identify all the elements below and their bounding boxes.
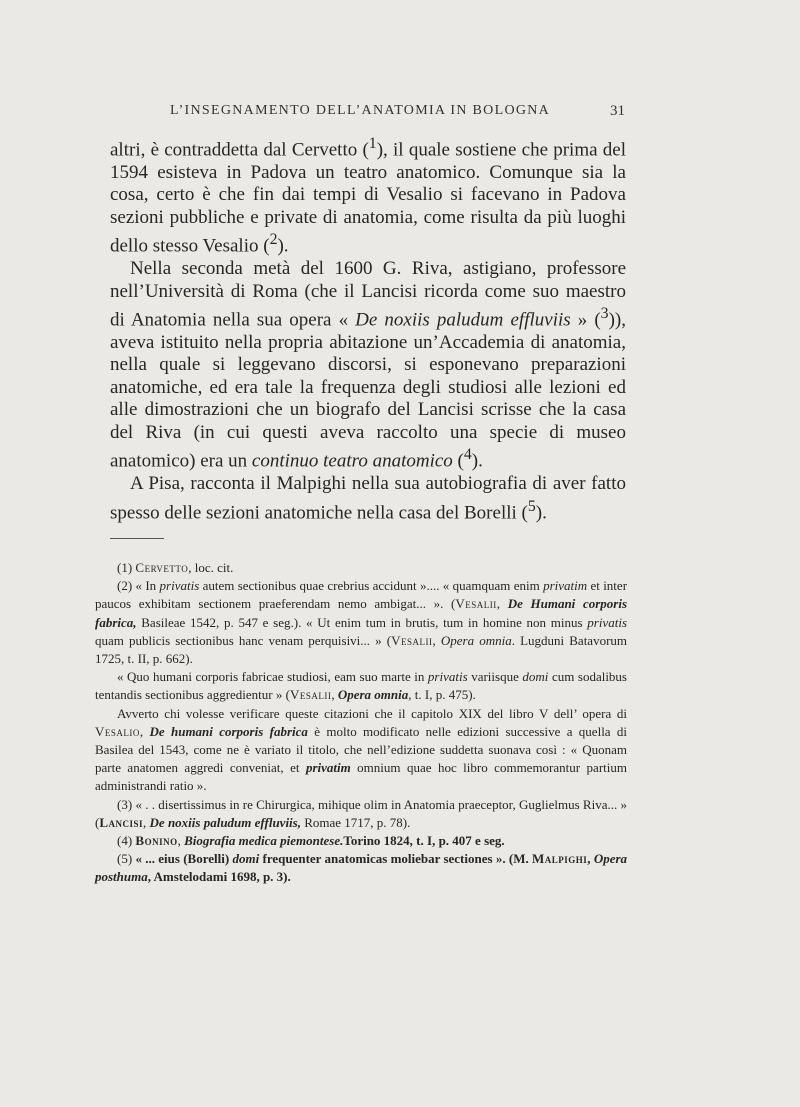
text-run: « . . disertissimus in re Chirurgica, mihique olim in Anatomia praeceptor, Guglielmus Riva... » ( [95,796,628,830]
book-title: De Humani corporis fabrica, [95,596,628,630]
footnote-2-remark [95,705,627,796]
text-run: , [143,814,147,830]
footnote-ref: 1 [368,135,377,152]
text-run: quam publicis sectionibus hanc venam perquisivi... » ( [95,632,392,648]
book-title: Biografia medica piemontese. [184,833,344,849]
text-run: ). [535,502,547,524]
italic-word: privatis [159,578,200,594]
book-title: De noxiis paludum effluviis [355,309,571,331]
text-run: » ( [577,309,601,331]
text-run: ( [457,450,464,472]
book-title: Opera omnia [337,687,409,703]
text-run: A Pisa, racconta il Malpighi nella sua autobiografia di aver fatto spesso delle sezioni anatomiche nella casa del Borelli ( [110,473,626,524]
paragraph-2 [110,258,626,473]
text-run: et inter paucos exhibitam sectionem praeferendam nemo ambigat... ». ( [95,578,628,612]
footnote-4 [95,832,627,850]
paragraph-3 [110,473,626,524]
author-name: Vesalii [391,632,433,648]
text-run: ). [277,235,289,257]
text-run: altri, è contraddetta dal Cervetto ( [110,139,369,161]
text-run: autem sectionibus quae crebrius accidunt ».... « quamquam enim [202,578,540,594]
author-name: Vesalii [455,596,497,612]
author-name: Lancisi [99,814,144,830]
text-run: cum sodalibus tentandis sectionibus aggredientur » ( [95,669,627,703]
main-text [110,133,626,525]
footnote-ref: 4 [463,446,472,464]
author-name: Bonino [135,833,178,849]
footnote-mark: (5) [117,851,133,867]
footnote-5 [95,850,627,886]
text-run: Basileae 1542, p. 547 e seg.). « Ut enim tum in brutis, tum in homine non minus [141,614,583,630]
footnote-2-quote [95,668,627,704]
italic-phrase: continuo teatro anatomico [251,450,453,472]
text-run: variisque [471,669,519,685]
text-run: . Lugduni Batavorum 1725, t. II, p. 662). [95,632,628,667]
paragraph-1 [110,133,626,258]
text-run: « Quo humani corporis fabricae studiosi, eam suo marte in [117,669,425,685]
text-run: « ... eius (Borelli) [135,851,230,867]
running-title: L’INSEGNAMENTO DELL’ANATOMIA IN BOLOGNA [170,103,551,118]
footnote-mark: (4) [117,833,133,849]
footnote-mark: (3) [117,796,133,812]
footnote-separator [110,538,164,539]
text-run: è molto modificato nelle edizioni successive a quella di Basilea del 1543, come ne è variato il titolo, che nell’edizione suddetta suonava così : « Quonam parte anatomen aggredi conveniat, et [95,723,628,776]
author-name: Vesalii [289,687,332,703]
text-run: , t. I, p. 475). [408,687,476,703]
footnote-1 [95,559,627,577]
text-run: omnium quae hoc libro commemorantur partium administrandi ratio ». [95,760,627,794]
book-title: De noxiis paludum effluviis, [149,814,301,830]
text-run: , Amstelodami 1698, p. 3). [147,869,291,885]
footnote-ref: 5 [527,497,536,515]
text-run: ). [471,450,483,472]
page-number: 31 [610,103,625,119]
italic-word: privatim [305,760,351,776]
book-title: Opera posthuma [95,851,628,885]
author-name: Cervetto [135,560,189,575]
text-run: , [139,723,144,739]
italic-word: domi [522,669,549,685]
italic-word: privatis [587,614,628,630]
footnote-2 [95,577,627,668]
italic-word: domi [232,851,260,867]
text-run: Romae 1717, p. 78). [304,814,411,830]
footnote-ref: 3 [600,305,609,323]
author-name: Malpighi [532,851,588,867]
book-title: Opera omnia [440,632,512,648]
footnote-ref: 2 [269,231,278,249]
italic-word: privatim [543,578,588,594]
footnote-mark: (2) [117,578,133,594]
text-run: , loc. cit. [188,560,234,575]
text-run: , [177,833,181,849]
text-run: Nella seconda metà del 1600 G. Riva, astigiano, professore nell’Università di Roma (che il Lancisi ricorda come suo maestro di Anatomia nella sua opera « [110,258,626,331]
text-run: , [331,687,335,703]
footnotes [95,559,627,887]
text-run: « In [135,578,157,594]
italic-word: privatis [427,669,468,685]
footnote-3 [95,796,627,832]
text-run: frequenter anatomicas moliebar sectiones ». (M. [262,851,529,867]
author-name: Vesalio [95,723,140,739]
book-title: De humani corporis fabrica [149,723,308,739]
text-run: , [587,851,591,867]
text-run: ), il quale sostiene che prima del 1594 esisteva in Padova un teatro anatomico. Comunque sia la cosa, certo è che fin dai tempi di Vesalio si facevano in Padova sezioni pubbliche e private di anatomia, come risulta da più luoghi dello stesso Vesalio ( [110,139,626,257]
text-run: , [432,632,436,648]
text-run: Avverto chi volesse verificare queste citazioni che il capitolo XIX del libro V dell’ opera di [117,705,627,721]
text-run: )), aveva istituito nella propria abitazione un’Accademia di anatomia, nella quale si leggevano discorsi, si esponevano preparazioni anatomiche, ed era tale la frequenza degli studiosi alle lezioni ed alle dimostrazioni che un biografo del Lancisi scrisse che la casa del Riva (in cui questi aveva raccolto una specie di museo anatomico) era un [110,309,626,472]
text-run: Torino 1824, t. I, p. 407 e seg. [343,833,505,849]
text-run: , [496,596,501,612]
footnote-mark: (1) [117,560,133,575]
